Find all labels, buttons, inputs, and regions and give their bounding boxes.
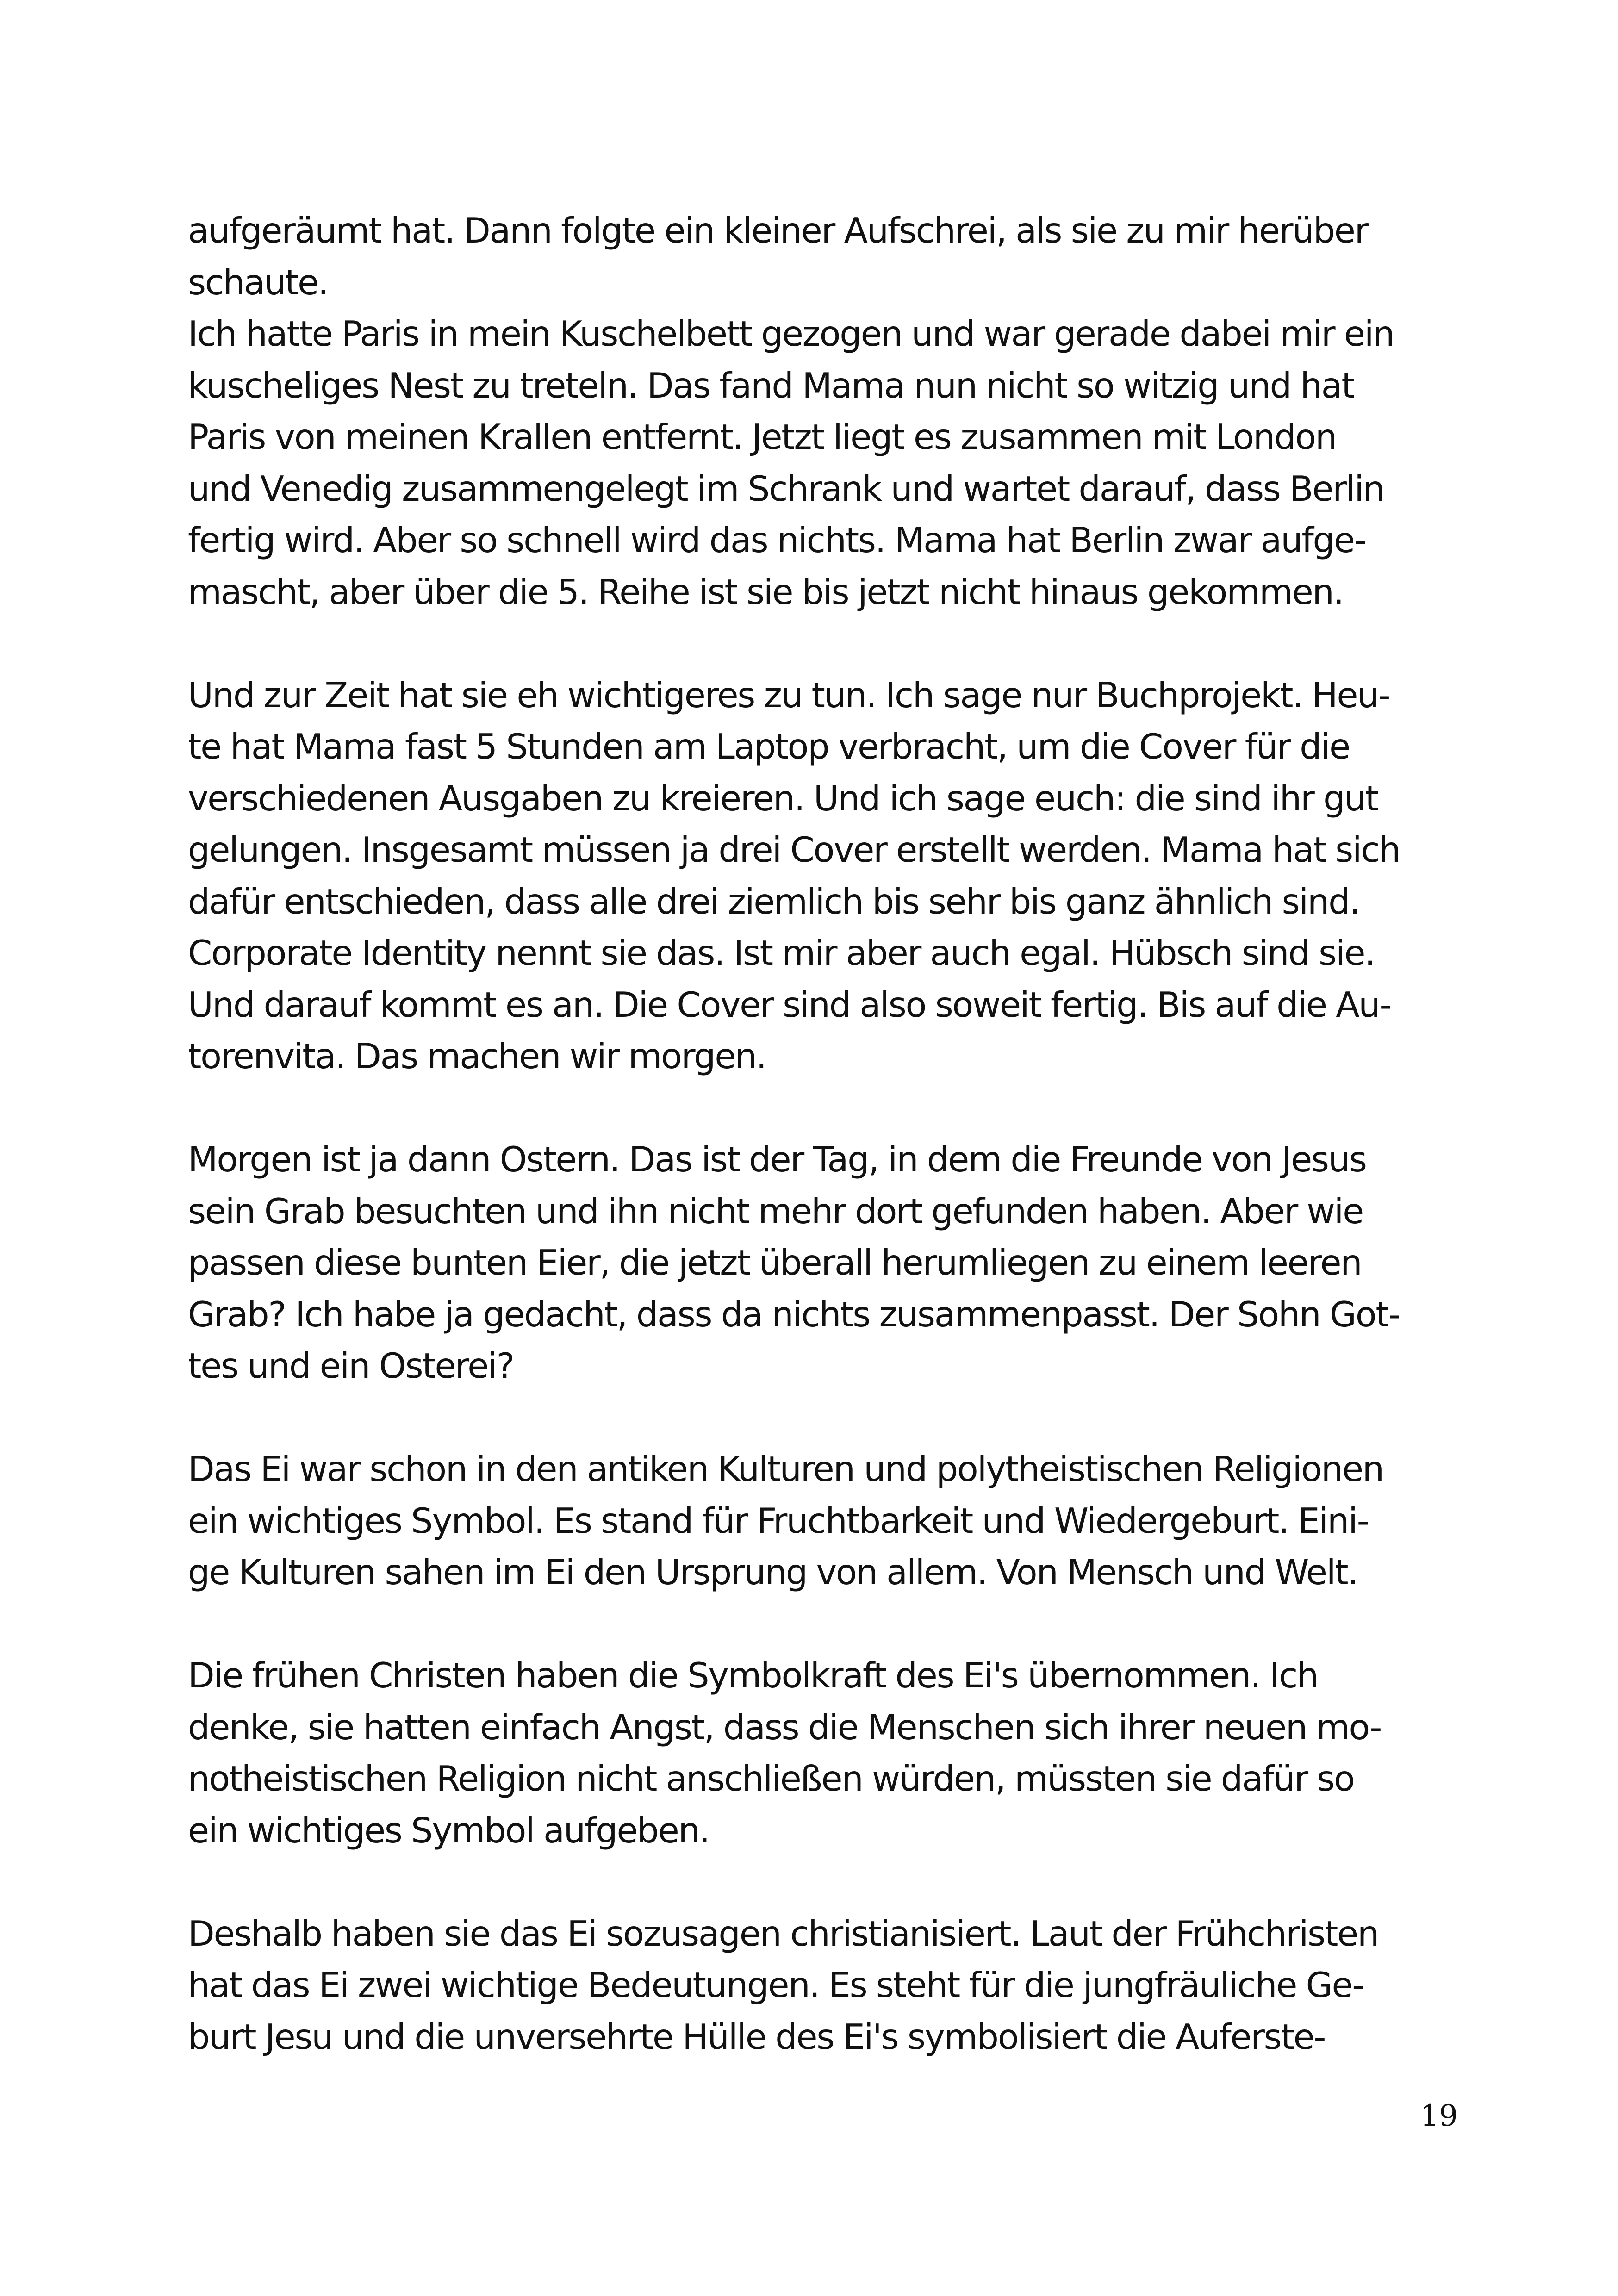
text-line: Die frühen Christen haben die Symbolkraft des Ei's übernommen. Ich [188, 1655, 1318, 1696]
text-line: Corporate Identity nennt sie das. Ist mir aber auch egal. Hübsch sind sie. [188, 933, 1375, 973]
text-line: ein wichtiges Symbol. Es stand für Fruchtbarkeit und Wiedergeburt. Eini- [188, 1500, 1369, 1541]
page-number: 19 [1420, 2099, 1458, 2133]
text-line: Ich hatte Paris in mein Kuschelbett gezogen und war gerade dabei mir ein [188, 313, 1394, 354]
text-line: Morgen ist ja dann Ostern. Das ist der Tag, in dem die Freunde von Jesus [188, 1139, 1366, 1180]
text-line: mascht, aber über die 5. Reihe ist sie bis jetzt nicht hinaus gekommen. [188, 571, 1344, 612]
text-line: Das Ei war schon in den antiken Kulturen und polytheistischen Religionen [188, 1449, 1383, 1489]
text-line: Und zur Zeit hat sie eh wichtigeres zu tun. Ich sage nur Buchprojekt. Heu- [188, 674, 1390, 716]
text-line: ge Kulturen sahen im Ei den Ursprung von allem. Von Mensch und Welt. [188, 1552, 1357, 1593]
text-line: denke, sie hatten einfach Angst, dass die Menschen sich ihrer neuen mo- [188, 1706, 1382, 1748]
text-line: burt Jesu und die unversehrte Hülle des Ei's symbolisiert die Auferste- [188, 2016, 1326, 2057]
paragraph [188, 205, 1456, 308]
text-line: dafür entschieden, dass alle drei ziemlich bis sehr bis ganz ähnlich sind. [188, 881, 1359, 922]
text-line: und Venedig zusammengelegt im Schrank und wartet darauf, dass Berlin [188, 468, 1384, 509]
paragraph [188, 1134, 1456, 1392]
text-line: Und darauf kommt es an. Die Cover sind also soweit fertig. Bis auf die Au- [188, 984, 1391, 1025]
text-line: tes und ein Osterei? [188, 1345, 514, 1386]
text-line: gelungen. Insgesamt müssen ja drei Cover erstellt werden. Mama hat sich [188, 829, 1400, 870]
text-line: verschiedenen Ausgaben zu kreieren. Und ich sage euch: die sind ihr gut [188, 778, 1378, 819]
text-line: aufgeräumt hat. Dann folgte ein kleiner Aufschrei, als sie zu mir herüber [188, 210, 1368, 251]
text-line: sein Grab besuchten und ihn nicht mehr dort gefunden haben. Aber wie [188, 1190, 1363, 1232]
paragraph [188, 1444, 1456, 1599]
text-line: schaute. [188, 261, 328, 303]
text-line: torenvita. Das machen wir morgen. [188, 1036, 766, 1076]
text-line: kuscheliges Nest zu treteln. Das fand Mama nun nicht so witzig und hat [188, 365, 1354, 406]
text-line: Grab? Ich habe ja gedacht, dass da nichts zusammenpasst. Der Sohn Got- [188, 1294, 1400, 1335]
body-text [188, 205, 1456, 2063]
text-line: ein wichtiges Symbol aufgeben. [188, 1810, 709, 1851]
paragraph [188, 1650, 1456, 1856]
text-line: passen diese bunten Eier, die jetzt überall herumliegen zu einem leeren [188, 1242, 1362, 1283]
text-line: hat das Ei zwei wichtige Bedeutungen. Es steht für die jungfräuliche Ge- [188, 1965, 1364, 2005]
text-line: te hat Mama fast 5 Stunden am Laptop verbracht, um die Cover für die [188, 726, 1350, 767]
paragraph [188, 1908, 1456, 2063]
paragraph [188, 308, 1456, 618]
text-line: Deshalb haben sie das Ei sozusagen christianisiert. Laut der Frühchristen [188, 1913, 1379, 1954]
text-line: notheistischen Religion nicht anschließen würden, müssten sie dafür so [188, 1758, 1354, 1799]
text-line: Paris von meinen Krallen entfernt. Jetzt liegt es zusammen mit London [188, 417, 1337, 457]
text-line: fertig wird. Aber so schnell wird das nichts. Mama hat Berlin zwar aufge- [188, 520, 1366, 560]
paragraph [188, 670, 1456, 1083]
